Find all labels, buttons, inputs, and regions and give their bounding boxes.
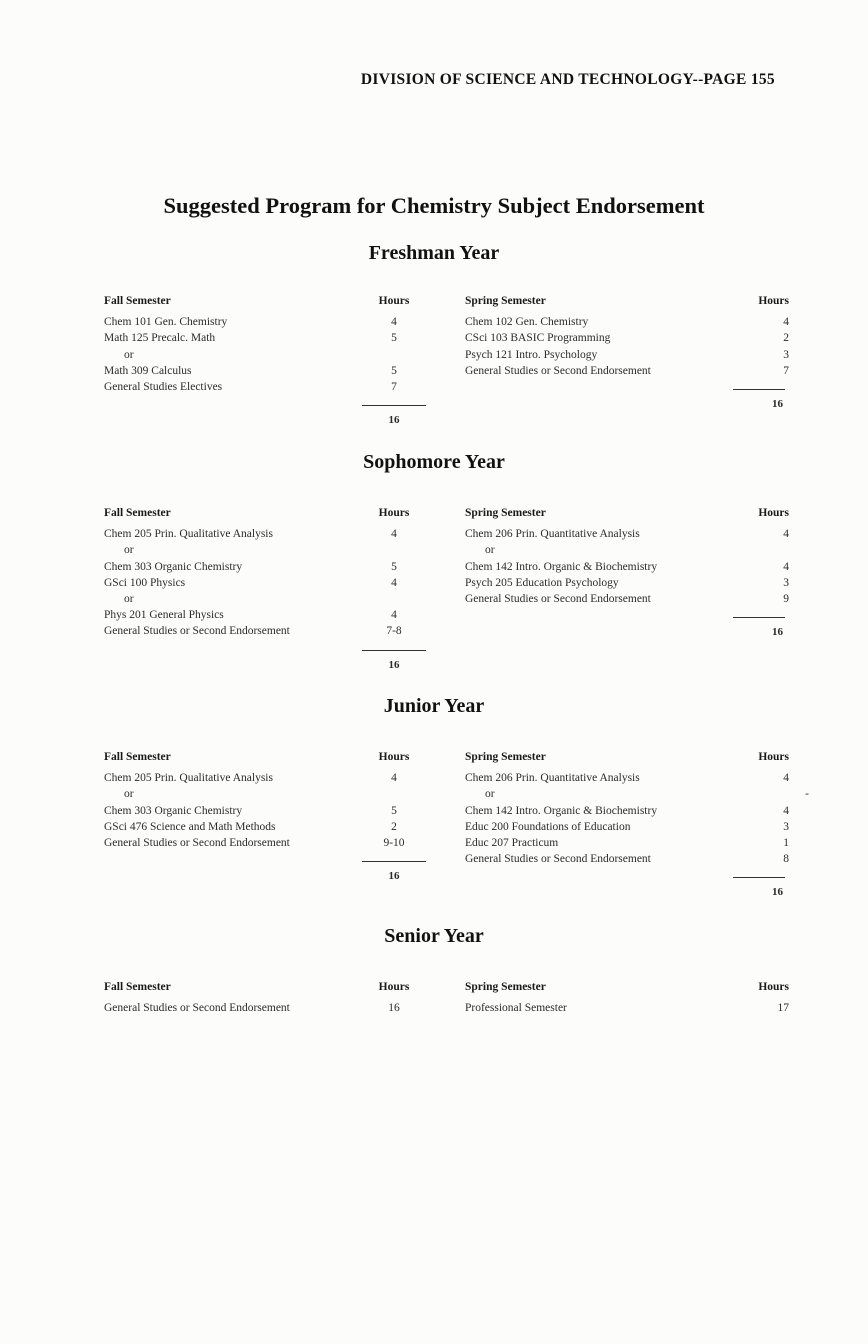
course-row [104,623,446,639]
course-name: General Studies or Second Endorsement [104,837,290,850]
course-row [465,819,811,835]
semester-header: Spring Semester [465,981,546,993]
course-row [104,803,446,819]
year-title: Senior Year [384,925,484,947]
course-row [465,1000,791,1016]
course-hours: 7-8 [386,625,402,638]
hours-header: Hours [378,751,410,763]
course-row [465,363,791,379]
semester-header-row [104,293,446,309]
course-name: Chem 205 Prin. Qualitative Analysis [104,772,273,785]
course-row [104,591,446,607]
semester-total [733,617,785,640]
course-hours: 5 [391,364,397,377]
course-hours: - [805,788,809,801]
semester-total [362,861,426,884]
course-name: CSci 103 BASIC Programming [465,332,611,345]
course-hours: 9 [783,593,789,606]
course-hours [382,786,446,802]
semester-header: Fall Semester [104,751,171,763]
total-rule [733,617,785,618]
course-row [465,770,811,786]
course-row [465,803,811,819]
course-hours [761,542,811,558]
course-row [104,607,446,623]
course-row [465,786,811,802]
course-hours: 7 [783,364,789,377]
hours-header: Hours [378,981,410,993]
or-label: or [485,544,495,557]
course-name: Math 309 Calculus [104,364,192,377]
course-name: General Studies or Second Endorsement [465,364,651,377]
total-rule [362,650,426,651]
course-hours: 4 [391,316,397,329]
year-title: Sophomore Year [363,451,505,473]
course-name: GSci 100 Physics [104,576,186,589]
course-hours: 8 [783,853,789,866]
course-hours: 1 [783,837,789,850]
course-hours: 5 [391,804,397,817]
course-hours: 5 [391,332,397,345]
semester-total [733,389,785,412]
course-hours: 4 [783,528,789,541]
course-name: Math 125 Precalc. Math [104,332,216,345]
running-head: DIVISION OF SCIENCE AND TECHNOLOGY--PAGE 155 [360,71,775,88]
course-row [104,770,446,786]
course-row [465,347,791,363]
course-row [104,347,446,363]
course-hours: 4 [783,804,789,817]
course-row [104,786,446,802]
fall-semester-table [104,293,446,428]
semester-header-row [104,749,446,765]
course-name: Chem 206 Prin. Quantitative Analysis [465,772,640,785]
total-rule [362,405,426,406]
course-name: Chem 205 Prin. Qualitative Analysis [104,528,273,541]
hours-header: Hours [378,295,410,307]
spring-semester-table [465,505,811,640]
spring-semester-table [465,293,791,412]
semester-header-row [465,979,791,995]
semester-total [733,877,785,900]
course-hours: 17 [777,1002,789,1015]
course-name: Chem 303 Organic Chemistry [104,560,243,573]
course-hours: 4 [783,772,789,785]
course-row [104,314,446,330]
total-rule [362,861,426,862]
course-name: Educ 207 Practicum [465,837,559,850]
course-row [465,314,791,330]
hours-header: Hours [758,507,789,519]
course-hours: 16 [388,1002,400,1015]
course-name: Chem 142 Intro. Organic & Biochemistry [465,560,658,573]
hours-header: Hours [758,981,789,993]
semester-header-row [465,293,791,309]
course-row [465,542,811,558]
course-name: General Studies or Second Endorsement [104,1002,290,1015]
course-hours: 2 [391,820,397,833]
course-name: Chem 206 Prin. Quantitative Analysis [465,528,640,541]
fall-semester-table [104,749,446,884]
course-row [104,542,446,558]
course-row [465,575,811,591]
course-hours: 4 [391,609,397,622]
year-title: Freshman Year [368,242,500,264]
fall-semester-table [104,505,446,673]
total-hours: 16 [772,626,783,639]
semester-header: Fall Semester [104,507,171,519]
course-hours: 7 [391,381,397,394]
total-hours: 16 [772,886,783,899]
course-name: Chem 303 Organic Chemistry [104,804,243,817]
course-hours: 4 [783,560,789,573]
course-hours: 4 [391,528,397,541]
course-row [104,835,446,851]
semester-header: Spring Semester [465,295,546,307]
course-hours: 3 [783,576,789,589]
semester-header-row [104,979,426,995]
course-name: General Studies or Second Endorsement [104,625,290,638]
course-name: Professional Semester [465,1002,567,1015]
course-hours: 4 [391,772,397,785]
spring-semester-table [465,749,811,901]
hours-header: Hours [758,295,789,307]
or-label: or [124,544,134,557]
course-name: Chem 102 Gen. Chemistry [465,316,589,329]
course-hours: 2 [783,332,789,345]
course-row [104,526,446,542]
page-title: Suggested Program for Chemistry Subject Endorsement [163,193,705,218]
total-hours: 16 [388,414,400,427]
semester-total [362,650,426,673]
or-label: or [124,593,134,606]
course-row [465,330,791,346]
semester-header: Spring Semester [465,507,546,519]
course-hours: 3 [783,820,789,833]
semester-header: Spring Semester [465,751,546,763]
total-rule [733,389,785,390]
hours-header: Hours [758,751,789,763]
total-hours: 16 [388,870,400,883]
course-row [465,835,811,851]
course-hours: 4 [391,576,397,589]
or-label: or [124,348,134,361]
spring-semester-table [465,979,791,1016]
or-label: or [485,788,495,801]
course-hours [382,591,446,607]
course-hours: 3 [783,348,789,361]
course-row [104,379,446,395]
semester-header: Fall Semester [104,295,171,307]
course-row [104,330,446,346]
total-hours: 16 [388,658,400,671]
course-name: Phys 201 General Physics [104,609,224,622]
semester-total [362,405,426,428]
course-row [465,851,811,867]
course-name: Educ 200 Foundations of Education [465,820,631,833]
semester-header: Fall Semester [104,981,171,993]
course-name: General Studies or Second Endorsement [465,593,651,606]
course-row [104,363,446,379]
course-name: Psych 121 Intro. Psychology [465,348,598,361]
course-name: Chem 101 Gen. Chemistry [104,316,228,329]
semester-header-row [104,505,446,521]
course-hours: 5 [391,560,397,573]
course-hours [382,542,446,558]
course-name: Psych 205 Education Psychology [465,576,619,589]
course-row [104,1000,426,1016]
semester-header-row [465,505,811,521]
semester-header-row [465,749,811,765]
year-title: Junior Year [383,695,485,717]
course-row [104,559,446,575]
fall-semester-table [104,979,426,1016]
course-name: Chem 142 Intro. Organic & Biochemistry [465,804,658,817]
course-row [465,559,811,575]
course-row [104,575,446,591]
or-label: or [124,788,134,801]
hours-header: Hours [378,507,410,519]
course-hours: 9-10 [383,837,405,850]
course-name: GSci 476 Science and Math Methods [104,820,276,833]
course-hours: 4 [783,316,789,329]
course-row [104,819,446,835]
course-row [465,591,811,607]
course-row [465,526,811,542]
course-hours [382,347,446,363]
course-name: General Studies Electives [104,381,223,394]
total-rule [733,877,785,878]
total-hours: 16 [772,398,783,411]
course-name: General Studies or Second Endorsement [465,853,651,866]
